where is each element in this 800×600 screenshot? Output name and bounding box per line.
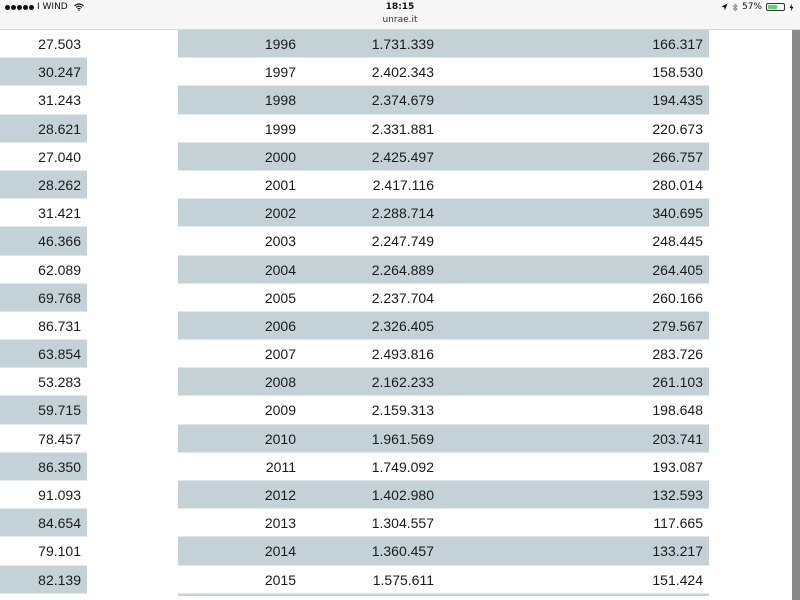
table-row [178, 171, 709, 199]
left-column-cell: 27.503 [0, 30, 87, 58]
year-cell: 1999 [264, 120, 296, 137]
clock: 18:15 [385, 2, 415, 12]
value-b-cell: 266.757 [652, 148, 703, 165]
left-column-cell: 69.768 [0, 284, 87, 312]
location-arrow-icon [721, 3, 728, 11]
value-a-cell: 1.402.980 [371, 487, 434, 503]
value-b-cell: 220.673 [652, 120, 703, 137]
value-b-cell: 166.317 [652, 36, 703, 52]
value-a-cell: 2.374.679 [371, 92, 434, 109]
year-cell: 2014 [264, 543, 296, 560]
value-a-cell: 1.304.557 [371, 515, 434, 532]
year-cell: 1997 [264, 64, 296, 81]
value-a-cell: 2.264.889 [371, 261, 434, 278]
table-row [178, 312, 709, 340]
status-right [721, 2, 794, 12]
value-a-cell: 1.360.457 [371, 543, 434, 560]
left-column-cell: 30.247 [0, 58, 87, 86]
bluetooth-icon [732, 3, 738, 12]
table-row [178, 115, 709, 143]
battery-icon [766, 3, 785, 11]
table-row [178, 86, 709, 114]
value-a-cell: 1.961.569 [371, 430, 434, 447]
table-row [178, 256, 709, 284]
value-a-cell: 2.247.749 [371, 233, 434, 250]
value-b-cell: 340.695 [652, 205, 703, 222]
left-column-cell: 79.101 [0, 537, 87, 565]
year-cell: 2009 [264, 402, 296, 419]
value-b-cell: 117.665 [653, 515, 703, 532]
value-a-cell: 2.493.816 [371, 346, 434, 363]
value-b-cell: 132.593 [652, 487, 703, 503]
value-a-cell: 2.159.313 [371, 402, 434, 419]
left-column-cell: 78.457 [0, 425, 87, 453]
year-cell: 1996 [264, 36, 296, 52]
value-a-cell: 1.731.339 [371, 36, 434, 52]
table-row [178, 30, 709, 58]
value-b-cell: 279.567 [652, 317, 703, 334]
value-a-cell: 2.237.704 [371, 289, 434, 306]
value-b-cell: 261.103 [652, 374, 703, 391]
value-b-cell: 193.087 [652, 458, 703, 475]
value-b-cell: 198.648 [652, 402, 703, 419]
value-a-cell: 1.575.611 [372, 571, 434, 588]
year-cell: 2000 [264, 148, 296, 165]
year-cell: 2007 [264, 346, 296, 363]
value-b-cell: 158.530 [652, 64, 703, 81]
table-row [178, 566, 709, 594]
table-bottom-edge [178, 594, 709, 596]
left-column-cell: 31.243 [0, 86, 87, 114]
left-column-cell: 46.366 [0, 227, 87, 255]
value-a-cell: 2.288.714 [371, 205, 434, 222]
left-column-cell: 82.139 [0, 566, 87, 594]
right-scroll-gutter [792, 30, 800, 600]
year-cell: 2010 [264, 430, 296, 447]
value-a-cell: 2.331.881 [371, 120, 434, 137]
year-cell: 2015 [264, 571, 296, 588]
year-cell: 2003 [264, 233, 296, 250]
left-column-cell: 84.654 [0, 509, 87, 537]
year-cell: 2001 [264, 176, 296, 193]
carrier-label: I WIND [37, 2, 68, 12]
table-row [178, 227, 709, 255]
charging-icon [789, 3, 794, 12]
value-b-cell: 260.166 [652, 289, 703, 306]
value-b-cell: 151.424 [652, 571, 703, 588]
left-column-cell: 53.283 [0, 368, 87, 396]
value-b-cell: 280.014 [652, 176, 703, 193]
year-cell: 1998 [264, 92, 296, 109]
left-column-cell: 86.350 [0, 453, 87, 481]
left-column-cell: 63.854 [0, 340, 87, 368]
value-a-cell: 2.402.343 [371, 64, 434, 81]
value-b-cell: 194.435 [652, 92, 703, 109]
table-row [178, 537, 709, 565]
value-b-cell: 283.726 [652, 346, 703, 363]
left-column-cell: 28.262 [0, 171, 87, 199]
left-column-cell: 27.040 [0, 143, 87, 171]
left-column-cell: 59.715 [0, 396, 87, 424]
table-row [178, 143, 709, 171]
table-row [178, 199, 709, 227]
table-row [178, 396, 709, 424]
left-value-column [0, 30, 87, 594]
value-a-cell: 2.162.233 [371, 374, 434, 391]
year-cell: 2002 [264, 205, 296, 222]
value-b-cell: 264.405 [652, 261, 703, 278]
left-column-cell: 86.731 [0, 312, 87, 340]
year-cell: 2011 [265, 458, 296, 475]
year-cell: 2008 [264, 374, 296, 391]
left-column-cell: 91.093 [0, 481, 87, 509]
table-row [178, 481, 709, 509]
year-cell: 2012 [264, 487, 296, 503]
table-row [178, 425, 709, 453]
value-a-cell: 1.749.092 [371, 458, 434, 475]
table-row [178, 509, 709, 537]
value-a-cell: 2.326.405 [371, 317, 434, 334]
registrations-table [178, 30, 709, 594]
left-column-cell: 62.089 [0, 256, 87, 284]
url-label[interactable]: unrae.it [382, 15, 418, 25]
battery-percent: 57% [741, 2, 762, 12]
table-row [178, 58, 709, 86]
left-column-cell: 28.621 [0, 115, 87, 143]
year-cell: 2004 [264, 261, 296, 278]
battery-level-fill [768, 5, 777, 9]
left-column-cell: 31.421 [0, 199, 87, 227]
table-row [178, 368, 709, 396]
table-row [178, 284, 709, 312]
value-b-cell: 248.445 [652, 233, 703, 250]
value-b-cell: 133.217 [652, 543, 703, 560]
value-a-cell: 2.417.116 [372, 176, 434, 193]
year-cell: 2005 [264, 289, 296, 306]
value-b-cell: 203.741 [652, 430, 703, 447]
value-a-cell: 2.425.497 [371, 148, 434, 165]
year-cell: 2013 [264, 515, 296, 532]
year-cell: 2006 [264, 317, 296, 334]
table-row [178, 340, 709, 368]
status-bar [0, 0, 800, 30]
table-row [178, 453, 709, 481]
